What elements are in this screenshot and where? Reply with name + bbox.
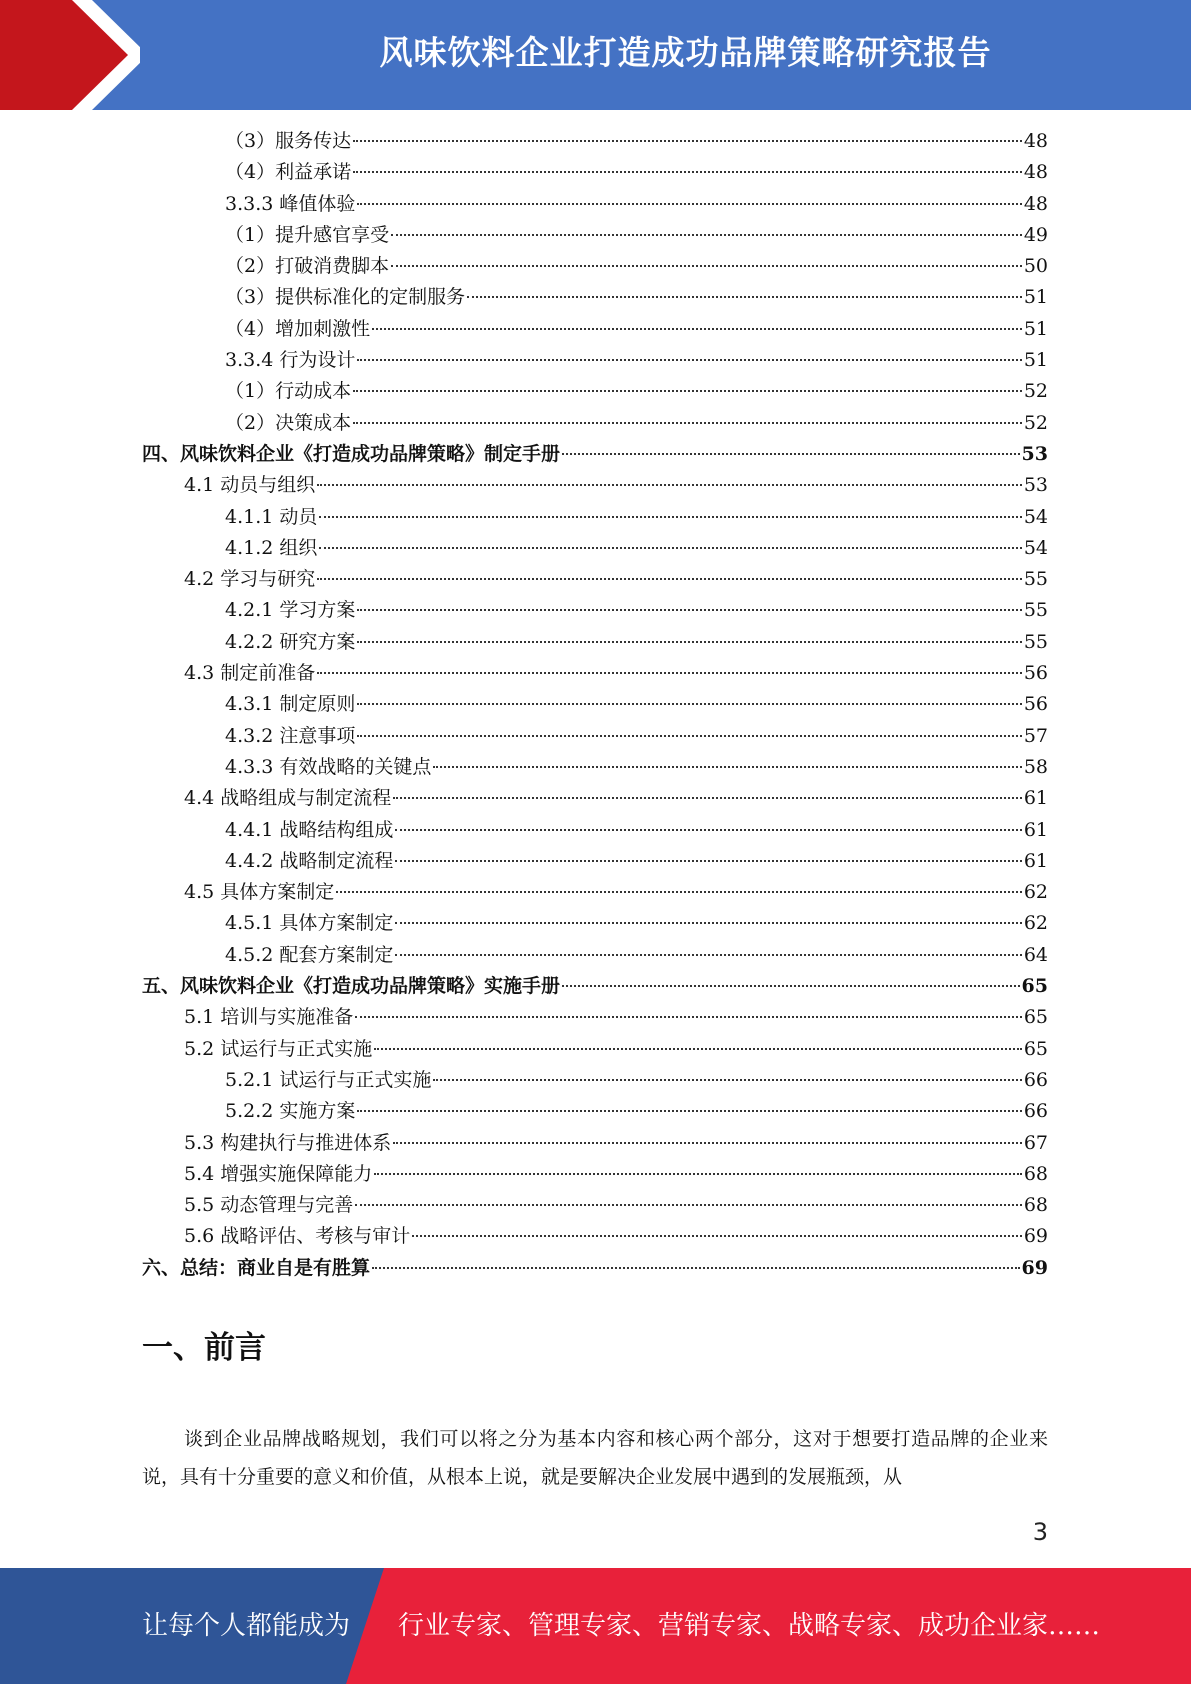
toc-dot-leader <box>393 797 1022 799</box>
page-header <box>0 0 1191 110</box>
toc-entry-page: 58 <box>1023 755 1048 778</box>
toc-entry-label: （4）增加刺激性 <box>225 317 371 340</box>
toc-dot-leader <box>353 140 1022 142</box>
toc-entry[interactable] <box>142 846 1048 877</box>
toc-entry[interactable] <box>142 627 1048 658</box>
toc-dot-leader <box>372 1267 1020 1269</box>
toc-entry-label: 3.3.3 峰值体验 <box>225 192 356 215</box>
toc-dot-leader <box>319 547 1021 549</box>
toc-entry-page: 51 <box>1023 286 1048 309</box>
toc-dot-leader <box>317 484 1022 486</box>
toc-entry-label: 4.3.2 注意事项 <box>225 724 356 747</box>
toc-entry[interactable] <box>142 1190 1048 1221</box>
toc-dot-leader <box>355 1016 1022 1018</box>
toc-entry-page: 51 <box>1023 349 1048 372</box>
toc-entry[interactable] <box>142 658 1048 689</box>
toc-entry[interactable] <box>142 1128 1048 1159</box>
toc-entry[interactable] <box>142 721 1048 752</box>
page-number: 3 <box>1032 1518 1048 1546</box>
page-footer <box>0 1568 1191 1684</box>
toc-entry-label: 四、风味饮料企业《打造成功品牌策略》制定手册 <box>142 442 561 465</box>
toc-entry-page: 62 <box>1023 881 1048 904</box>
toc-entry[interactable] <box>142 126 1048 157</box>
toc-dot-leader <box>353 422 1022 424</box>
toc-dot-leader <box>357 641 1021 643</box>
table-of-contents <box>142 126 1048 1284</box>
toc-entry-page: 53 <box>1023 474 1048 497</box>
footer-slogan-right: 行业专家、管理专家、营销专家、战略专家、成功企业家…… <box>398 1611 1101 1641</box>
toc-dot-leader <box>393 1142 1022 1144</box>
header-red-arrow <box>0 0 140 110</box>
toc-entry-label: 4.3.1 制定原则 <box>225 693 356 716</box>
toc-entry-page: 48 <box>1023 130 1048 152</box>
toc-entry[interactable] <box>142 940 1048 971</box>
toc-dot-leader <box>374 1048 1022 1050</box>
toc-dot-leader <box>357 735 1021 737</box>
toc-entry[interactable] <box>142 1034 1048 1065</box>
toc-entry-label: （3）服务传达 <box>225 130 352 152</box>
toc-entry-page: 55 <box>1023 568 1048 591</box>
toc-dot-leader <box>562 985 1020 987</box>
toc-entry-label: 4.2 学习与研究 <box>184 568 316 591</box>
toc-entry-page: 65 <box>1023 1006 1048 1029</box>
section-heading: 一、前言 <box>142 1330 266 1366</box>
toc-entry[interactable] <box>142 971 1048 1002</box>
toc-entry-page: 54 <box>1023 536 1048 559</box>
toc-entry-page: 49 <box>1023 223 1048 246</box>
toc-entry-label: （1）提升感官享受 <box>225 223 390 246</box>
toc-entry-label: 4.4 战略组成与制定流程 <box>184 787 392 810</box>
toc-entry-page: 56 <box>1023 662 1048 685</box>
toc-entry-page: 67 <box>1023 1131 1048 1154</box>
toc-entry-page: 57 <box>1023 724 1048 747</box>
toc-entry-page: 48 <box>1023 161 1048 184</box>
toc-entry[interactable] <box>142 752 1048 783</box>
toc-entry-page: 48 <box>1023 192 1048 215</box>
header-title: 风味饮料企业打造成功品牌策略研究报告 <box>379 33 992 72</box>
toc-entry[interactable] <box>142 1159 1048 1190</box>
toc-dot-leader <box>395 829 1021 831</box>
toc-entry-label: 4.3 制定前准备 <box>184 662 316 685</box>
toc-dot-leader <box>395 922 1021 924</box>
toc-entry-page: 65 <box>1023 1037 1048 1060</box>
toc-dot-leader <box>372 328 1022 330</box>
toc-entry-page: 53 <box>1021 442 1048 465</box>
toc-dot-leader <box>395 954 1021 956</box>
toc-entry-page: 65 <box>1021 975 1048 998</box>
toc-entry-page: 54 <box>1023 505 1048 528</box>
toc-dot-leader <box>317 578 1022 580</box>
toc-entry-label: （3）提供标准化的定制服务 <box>225 286 466 309</box>
intro-paragraph: 谈到企业品牌战略规划，我们可以将之分为基本内容和核心两个部分，这对于想要打造品牌的企业来说，具有十分重要的意义和价值，从根本上说，就是要解决企业发展中遇到的发展瓶颈，从 <box>142 1428 1048 1488</box>
toc-entry-page: 61 <box>1023 787 1048 810</box>
toc-dot-leader <box>353 390 1022 392</box>
toc-dot-leader <box>357 703 1021 705</box>
toc-entry[interactable] <box>142 157 1048 188</box>
toc-entry[interactable] <box>142 564 1048 595</box>
toc-dot-leader <box>433 1079 1021 1081</box>
toc-entry-label: （2）打破消费脚本 <box>225 255 390 278</box>
toc-entry-label: 4.5.2 配套方案制定 <box>225 943 394 966</box>
toc-dot-leader <box>319 516 1021 518</box>
toc-entry[interactable] <box>142 345 1048 376</box>
toc-dot-leader <box>336 891 1022 893</box>
toc-entry-label: 5.2 试运行与正式实施 <box>184 1037 373 1060</box>
toc-entry-label: 5.4 增强实施保障能力 <box>184 1162 373 1185</box>
toc-entry-page: 55 <box>1023 599 1048 622</box>
toc-entry[interactable] <box>142 470 1048 501</box>
toc-dot-leader <box>357 1110 1021 1112</box>
toc-dot-leader <box>433 766 1021 768</box>
toc-entry-page: 66 <box>1023 1100 1048 1123</box>
toc-entry-page: 52 <box>1023 411 1048 434</box>
toc-entry[interactable] <box>142 502 1048 533</box>
toc-dot-leader <box>355 1204 1022 1206</box>
toc-entry-page: 51 <box>1023 317 1048 340</box>
toc-entry-page: 69 <box>1023 1225 1048 1248</box>
toc-entry[interactable] <box>142 1253 1048 1284</box>
toc-dot-leader <box>317 672 1022 674</box>
toc-dot-leader <box>374 1173 1022 1175</box>
toc-entry-label: （4）利益承诺 <box>225 161 352 184</box>
toc-entry-page: 61 <box>1023 818 1048 841</box>
toc-entry-label: 4.2.1 学习方案 <box>225 599 356 622</box>
toc-entry-label: 4.5 具体方案制定 <box>184 881 335 904</box>
toc-entry-label: 六、总结：商业自是有胜算 <box>142 1256 371 1279</box>
toc-entry-label: （1）行动成本 <box>225 380 352 403</box>
toc-entry-page: 62 <box>1023 912 1048 935</box>
toc-dot-leader <box>395 860 1021 862</box>
toc-entry[interactable] <box>142 1002 1048 1033</box>
toc-entry[interactable] <box>142 408 1048 439</box>
toc-entry[interactable] <box>142 439 1048 470</box>
toc-dot-leader <box>357 359 1021 361</box>
toc-dot-leader <box>357 203 1021 205</box>
toc-dot-leader <box>412 1235 1022 1237</box>
toc-entry-page: 64 <box>1023 943 1048 966</box>
toc-entry[interactable] <box>142 1096 1048 1127</box>
toc-entry[interactable] <box>142 220 1048 251</box>
toc-entry[interactable] <box>142 314 1048 345</box>
toc-entry-label: 5.1 培训与实施准备 <box>184 1006 354 1029</box>
toc-entry[interactable] <box>142 689 1048 720</box>
toc-entry-page: 66 <box>1023 1068 1048 1091</box>
toc-entry-label: 4.5.1 具体方案制定 <box>225 912 394 935</box>
toc-entry-label: 5.3 构建执行与推进体系 <box>184 1131 392 1154</box>
toc-entry-label: 4.3.3 有效战略的关键点 <box>225 755 432 778</box>
toc-entry-label: 4.2.2 研究方案 <box>225 630 356 653</box>
toc-entry-label: 5.2.2 实施方案 <box>225 1100 356 1123</box>
toc-dot-leader <box>353 171 1022 173</box>
toc-entry-label: 4.4.2 战略制定流程 <box>225 849 394 872</box>
toc-entry[interactable] <box>142 1221 1048 1252</box>
toc-entry[interactable] <box>142 376 1048 407</box>
toc-dot-leader <box>467 296 1022 298</box>
toc-entry[interactable] <box>142 877 1048 908</box>
toc-entry-label: 5.2.1 试运行与正式实施 <box>225 1068 432 1091</box>
toc-entry-label: 4.1.2 组织 <box>225 536 318 559</box>
toc-dot-leader <box>391 234 1022 236</box>
toc-entry[interactable] <box>142 251 1048 282</box>
toc-entry-label: 5.6 战略评估、考核与审计 <box>184 1225 411 1248</box>
toc-entry-label: 4.1.1 动员 <box>225 505 318 528</box>
toc-entry[interactable] <box>142 533 1048 564</box>
toc-entry[interactable] <box>142 595 1048 626</box>
toc-entry-page: 55 <box>1023 630 1048 653</box>
toc-dot-leader <box>391 265 1022 267</box>
toc-entry[interactable] <box>142 282 1048 313</box>
toc-entry[interactable] <box>142 189 1048 220</box>
toc-entry-page: 68 <box>1023 1194 1048 1217</box>
toc-entry-label: 4.1 动员与组织 <box>184 474 316 497</box>
toc-entry-label: 5.5 动态管理与完善 <box>184 1194 354 1217</box>
toc-entry-page: 52 <box>1023 380 1048 403</box>
toc-entry-page: 56 <box>1023 693 1048 716</box>
toc-entry-label: 五、风味饮料企业《打造成功品牌策略》实施手册 <box>142 975 561 998</box>
toc-entry[interactable] <box>142 908 1048 939</box>
toc-entry-label: （2）决策成本 <box>225 411 352 434</box>
footer-slogan-left: 让每个人都能成为 <box>142 1611 351 1641</box>
toc-entry-page: 61 <box>1023 849 1048 872</box>
toc-entry-label: 3.3.4 行为设计 <box>225 349 356 372</box>
toc-entry-page: 68 <box>1023 1162 1048 1185</box>
toc-entry-page: 69 <box>1021 1256 1048 1279</box>
toc-entry[interactable] <box>142 1065 1048 1096</box>
toc-dot-leader <box>562 453 1020 455</box>
toc-entry-page: 50 <box>1023 255 1048 278</box>
toc-entry[interactable] <box>142 783 1048 814</box>
toc-dot-leader <box>357 609 1021 611</box>
toc-entry[interactable] <box>142 815 1048 846</box>
toc-entry-label: 4.4.1 战略结构组成 <box>225 818 394 841</box>
